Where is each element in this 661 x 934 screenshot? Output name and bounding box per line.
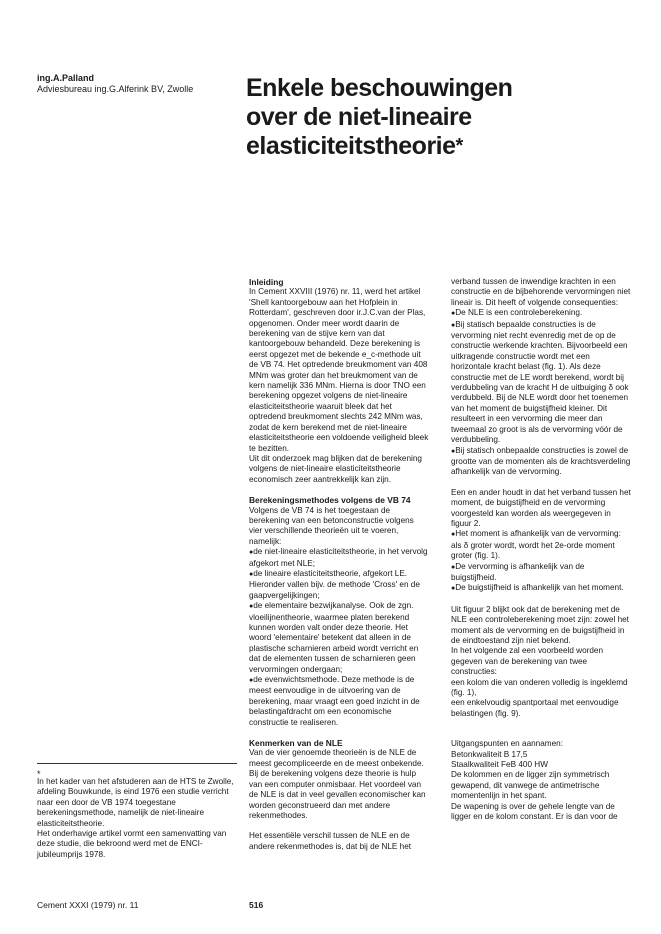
section-heading: Berekeningsmethodes volgens de VB 74 bbox=[249, 495, 411, 506]
paragraph: Van de vier genoemde theorieën is de NLE de meest gecompliceerde en de meest onbekende. Bij de berekening volgens deze theorie is hulp van een computer onmisbaar. Het voordeel van de NLE is dat in veel gevallen economischer kan worden geconstrueerd dan met andere rekenmethodes. bbox=[249, 748, 426, 820]
paragraph: een enkelvoudig spantportaal met eenvoudige belastingen (fig. 9). bbox=[451, 698, 619, 718]
bullet-item: ● de evenwichtsmethode. Deze methode is de meest eenvoudige in de uitvoering van de berekening, maar vraagt een goed inzicht in de belastingafdracht om een economische constructie te realiseren. bbox=[249, 675, 429, 728]
author-affiliation: Adviesbureau ing.G.Alferink BV, Zwolle bbox=[37, 84, 194, 94]
paragraph-gap bbox=[249, 728, 429, 738]
paragraph: Uitgangspunten en aannamen: bbox=[451, 739, 563, 749]
footnote-text bbox=[37, 777, 237, 860]
author-name: ing.A.Palland bbox=[37, 73, 95, 83]
paragraph: In Cement XXVIII (1976) nr. 11, werd het artikel 'Shell kantoorgebouw aan het Hofplein in Rotterdam', geschreven door ir.J.C.van der Plas, opgenomen. Onder meer wordt daarin de berekening van de stijve kern van dat kantoorgebouw behandeld. Deze berekening is eerst opgezet met de bekende e_c-methode uit de VB 74. Het optredende breukmoment van 408 MNm was groter dan het breukmoment van de kern namelijk 336 MNm. Hierna is door TNO een berekening opgezet volgens de niet-lineaire elasticiteitstheorie waaruit bleek dat het optredend breukmoment slechts 242 MNm was, zodat de kern berekend met de niet-lineaire elasticiteitstheorie een voldoende veiligheid bleek te bezitten. bbox=[249, 287, 429, 453]
title-line-2: over de niet-lineaire bbox=[246, 103, 472, 131]
paragraph-gap bbox=[249, 485, 429, 495]
bullet-item: ● de elementaire bezwijkanalyse. Ook de zgn. vloeilijnentheorie, waarmee platen berekend kunnen worden valt onder deze theorie. Het woord 'elementaire' betekent dat alleen in de plastische scharnieren arbeid wordt verricht en dat de elementen tussen de scharnieren geen vervormingen ondergaan; bbox=[249, 601, 429, 675]
paragraph: verband tussen de inwendige krachten in een constructie en de bijbehorende vervormingen niet lineair is. Dit heeft of volgende consequenties: bbox=[451, 277, 631, 307]
bullet-item: ● Bij statisch bepaalde constructies is de vervorming niet recht evenredig met de op de constructie werkende krachten. Bijvoorbeeld een uitkragende constructie wordt met een horizontale kracht belast (fig. 1). Als deze constructie met de LE wordt berekend, wordt bij verdubbeling van de kracht H de uitbuiging δ ook verdubbeld. Bij de NLE wordt door het toenemen van het moment de buigstijfheid kleiner. Dit resulteert in een vervorming die meer dan tweemaal zo groot is als de vervorming vóór de verdubbeling. bbox=[451, 320, 631, 446]
paragraph: Het essentiële verschil tussen de NLE en de andere rekenmethodes is, dat bij de NLE het bbox=[249, 831, 412, 851]
footnote-paragraph-1: In het kader van het afstuderen aan de HTS te Zwolle, afdeling Bouwkunde, is eind 1976 een studie verricht naar een door de VB 1974 toegestane berekeningsmethode, namelijk de niet-lineaire elasticiteitstheorie. bbox=[37, 777, 234, 828]
paragraph: Uit figuur 2 blijkt ook dat de berekening met de NLE een controleberekening moet zijn: zowel het moment als de vervorming en de buigstijfheid in de eindtoestand zijn niet bekend. bbox=[451, 604, 629, 645]
footnote-divider bbox=[37, 763, 237, 764]
paragraph: Een en ander houdt in dat het verband tussen het moment, de buigstijfheid en de vervorming voorgesteld kan worden als weergegeven in figuur 2. bbox=[451, 487, 631, 528]
text-column-1 bbox=[249, 277, 429, 852]
paragraph: De wapening is over de gehele lengte van de ligger en de kolom constant. Er is dan voor de bbox=[451, 801, 618, 822]
paragraph: Uit dit onderzoek mag blijken dat de berekening volgens de niet-lineaire elasticiteitstheorie economisch zeer aantrekkelijk kan zijn. bbox=[249, 453, 422, 484]
author-block bbox=[37, 73, 193, 95]
bullet-item: ● De buigstijfheid is afhankelijk van het moment. bbox=[451, 583, 631, 594]
page-number: 516 bbox=[249, 900, 264, 910]
paragraph: Betonkwaliteit B 17,5 bbox=[451, 749, 528, 759]
paragraph: Staalkwaliteit FeB 400 HW bbox=[451, 760, 548, 770]
paragraph-gap bbox=[451, 595, 631, 605]
bullet-item: ● Bij statisch onbepaalde constructies is zowel de grootte van de momenten als de krachtsverdeling afhankelijk van de vervorming. bbox=[451, 446, 631, 478]
bullet-item: ● De NLE is een controleberekening. bbox=[451, 308, 631, 319]
section-heading: Inleiding bbox=[249, 277, 284, 287]
bullet-item: ● de lineaire elasticiteitstheorie, afgekort LE. Hieronder vallen bijv. de methode 'Cross' en de gaapvergelijkingen; bbox=[249, 569, 429, 601]
bullet-item: ● De vervorming is afhankelijk van de buigstijfheid. bbox=[451, 562, 631, 584]
paragraph: een kolom die van onderen volledig is ingeklemd (fig. 1), bbox=[451, 677, 628, 698]
paragraph: Volgens de VB 74 is het toegestaan de berekening van een betonconstructie volgens vier verschillende theorieën uit te voeren, namelijk: bbox=[249, 505, 414, 546]
paragraph: In het volgende zal een voorbeeld worden gegeven van de berekening van twee constructies: bbox=[451, 646, 604, 677]
title-line-1: Enkele beschouwingen bbox=[246, 74, 513, 102]
paragraph-gap bbox=[249, 821, 429, 831]
footnote-paragraph-2: Het onderhavige artikel vormt een samenvatting van deze studie, die bekroond werd met de ENCI-jubileumprijs 1978. bbox=[37, 829, 227, 859]
journal-footer: Cement XXXI (1979) nr. 11 bbox=[37, 900, 139, 910]
article-title bbox=[246, 74, 626, 161]
paragraph-gap bbox=[451, 478, 631, 488]
paragraph-gap bbox=[451, 729, 631, 739]
title-line-3 bbox=[246, 132, 626, 161]
title-footnote-marker: * bbox=[455, 135, 463, 157]
paragraph-gap bbox=[451, 719, 631, 729]
bullet-item: ● Het moment is afhankelijk van de vervorming: als δ groter wordt, wordt het 2e-orde moment groter (fig. 1). bbox=[451, 529, 631, 561]
title-line-3-text: elasticiteitstheorie bbox=[246, 132, 456, 160]
footnote-marker: * bbox=[37, 769, 41, 779]
text-column-2 bbox=[451, 277, 631, 823]
paragraph: De kolommen en de ligger zijn symmetrisch gewapend, dit vanwege de antimetrische momentenlijn in het spant. bbox=[451, 770, 610, 801]
section-heading: Kenmerken van de NLE bbox=[249, 738, 343, 749]
bullet-item: ● de niet-lineaire elasticiteitstheorie, in het vervolg afgekort met NLE; bbox=[249, 547, 429, 569]
